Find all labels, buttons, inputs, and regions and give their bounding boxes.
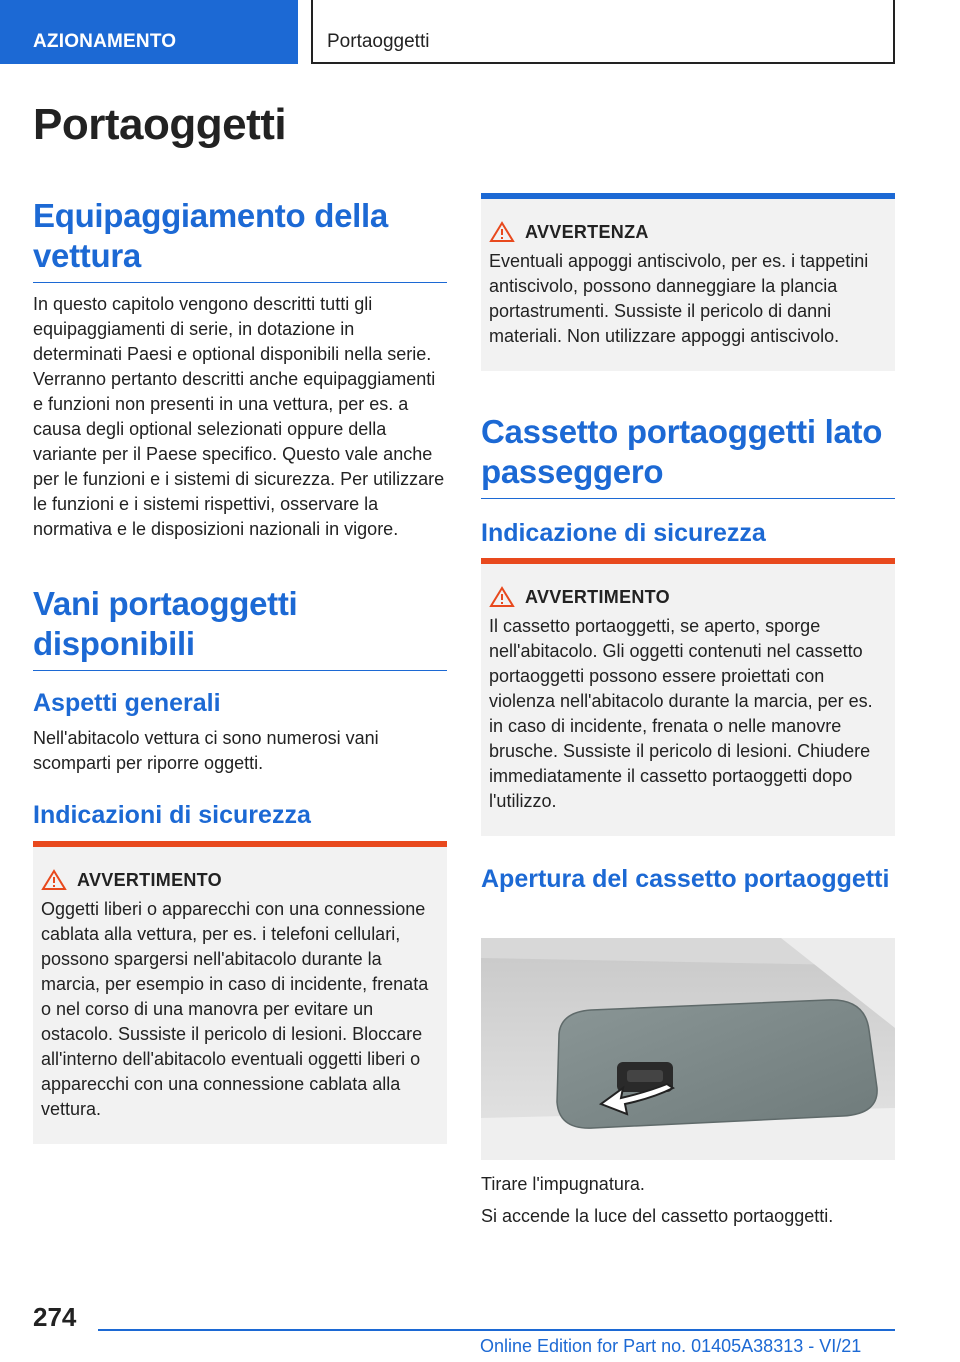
- step-pull-handle: Tirare l'impugnatura.: [481, 1174, 645, 1194]
- paragraph-equipaggiamento: In questo capitolo vengono descritti tutti gli equipaggiamenti di serie, in dotazione in determinati Paesi e optional disponibili nella serie. Verranno pertanto descritti anche equipaggiamenti e funzioni non presenti in una vettura, per es. a causa degli optional selezionati oppure della variante per il Paese specifico. Questo vale anche per le funzioni e i sistemi di sicurezza. Per utilizzare le funzioni e i sistemi rispettivi, osservare la normativa e le disposizioni nazionali in vigore.: [33, 294, 445, 539]
- section-tab: AZIONAMENTO: [0, 0, 298, 64]
- caution-text: Eventuali appoggi antiscivolo, per es. i tappetini antiscivolo, possono danneggiare la plancia portastrumenti. Sussiste il pericolo di danni materiali. Non utilizzare appoggi antiscivolo.: [489, 251, 869, 346]
- warning-text: Il cassetto portaoggetti, se aperto, sporge nell'abitacolo. Gli oggetti contenuti nel cassetto portaoggetti possono essere proiettati con violenza nell'abitacolo durante la marcia, per es. in caso di incidente, frenata o nelle manovre brusche. Sussiste il pericolo di lesioni. Chiudere immediatamente il cassetto portaoggetti dopo l'utilizzo.: [489, 616, 873, 811]
- caution-title: AVVERTENZA: [525, 221, 649, 242]
- warning-triangle-icon: [41, 869, 67, 891]
- heading-vani-portaoggetti: Vani portaoggetti disponibili: [33, 584, 447, 671]
- warning-text: Oggetti liberi o apparecchi con una connessione cablata alla vettura, per es. i telefoni cellulari, possono spargersi nell'abitacolo durante la marcia, per esempio in caso di incidente, frenata o nel corso di una manovra per evitare un ostacolo. Sussiste il pericolo di lesioni. Bloccare all'interno dell'abitacolo eventuali oggetti liberi o apparecchi con una connessione cablata alla vettura.: [41, 899, 429, 1119]
- page-title: Portaoggetti: [33, 100, 287, 149]
- warning-box-left: [33, 841, 447, 1144]
- heading-indicazione-sicurezza: Indicazione di sicurezza: [481, 519, 766, 547]
- warning-title: AVVERTIMENTO: [525, 586, 670, 607]
- warning-triangle-icon: [489, 586, 515, 608]
- glovebox-illustration: [481, 938, 895, 1160]
- warning-header: [481, 564, 895, 608]
- step-light-on: Si accende la luce del cassetto portaoggetti.: [481, 1206, 834, 1226]
- heading-apertura-cassetto: Apertura del cassetto portaoggetti: [481, 865, 890, 893]
- footer-divider: [98, 1329, 895, 1331]
- heading-indicazioni-sicurezza: Indicazioni di sicurezza: [33, 801, 311, 829]
- chapter-tab: Portaoggetti: [311, 0, 895, 64]
- caution-header: [481, 199, 895, 243]
- paragraph-aspetti-generali: Nell'abitacolo vettura ci sono numerosi vani scomparti per riporre oggetti.: [33, 728, 379, 773]
- warning-box-right: [481, 558, 895, 836]
- page-number: 274: [33, 1302, 77, 1332]
- glovebox-photo: [481, 938, 895, 1160]
- warning-title: AVVERTIMENTO: [77, 869, 222, 890]
- warning-header: [33, 847, 447, 891]
- heading-aspetti-generali: Aspetti generali: [33, 689, 221, 717]
- caution-box: [481, 193, 895, 371]
- warning-triangle-icon: [489, 221, 515, 243]
- heading-cassetto-portaoggetti: Cassetto portaoggetti lato passeggero: [481, 412, 895, 499]
- heading-equipaggiamento: Equipaggiamento della vettura: [33, 196, 447, 283]
- edition-info: Online Edition for Part no. 01405A38313 - VI/21: [480, 1336, 862, 1356]
